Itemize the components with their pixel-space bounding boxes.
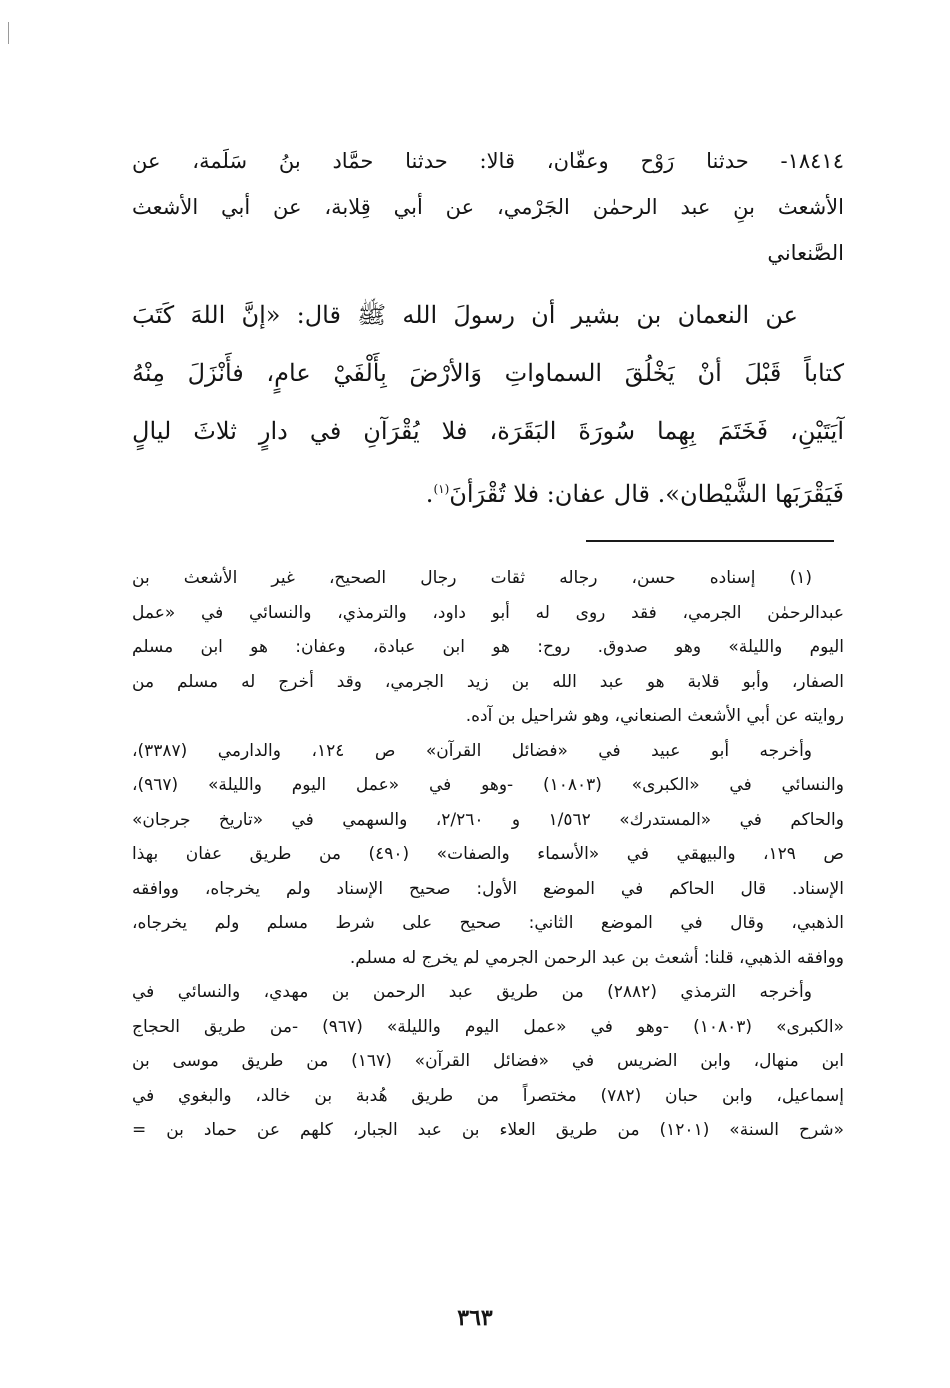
footnote-line: (١) إسناده حسن، رجاله ثقات رجال الصحيح، غير الأشعث بن [132,568,812,588]
footnote-line: «شرح السنة» (١٢٠١) من طريق العلاء بن عبد الجبار، كلهم عن حماد بن = [132,1120,844,1140]
footnote-line: الإسناد. قال الحاكم في الموضع الأول: صحيح الإسناد ولم يخرجاه، ووافقه [132,878,844,899]
matn-text [132,286,844,523]
matn-line-text: فَيَقْرَبَها الشَّيْطان». قال عفان: فلا تُقْرَأنَ [449,480,844,508]
matn-line: آيَتَيْنِ، فَخَتَمَ بِهِما سُورَةَ البَقَرَة، فلا يُقْرَآنِ في دارٍ ثلاثَ ليالٍ [132,417,844,445]
matn-line [132,460,844,523]
footnote-line: والنسائي في «الكبرى» (١٠٨٠٣) -وهو في «عمل اليوم والليلة» (٩٦٧)، [132,775,844,795]
footnote-line: الصفار، وأبو قلابة هو عبد الله بن زيد الجرمي، وقد أخرج له مسلم من [132,671,844,692]
isnad-line: الصَّنعاني [767,241,844,265]
footnote-line: الذهبي، وقال في الموضع الثاني: صحيح على شرط مسلم ولم يخرجاه، [132,913,844,933]
isnad-line: الأشعث بنِ عبد الرحمٰن الجَرْمي، عن أبي قِلابة، عن أبي الأشعث [132,195,844,219]
footnote-line: ووافقه الذهبي، قلنا: أشعث بن عبد الرحمن الجرمي لم يخرج له مسلم. [349,947,844,968]
matn-line: عن النعمان بن بشير أن رسولَ الله ﷺ قال: «إنَّ اللهَ كَتَبَ [132,301,798,329]
footnote-line: اليوم والليلة» وهو صدوق. روح: هو ابن عبادة، وعفان: هو ابن مسلم [132,637,844,657]
footnote-line: إسماعيل، وابن حبان (٧٨٢) مختصراً من طريق هُدبة بن خالد، والبغوي في [132,1085,844,1106]
hadith-text [132,138,844,523]
footnote-line: ص ١٢٩، والبيهقي في «الأسماء والصفات» (٤٩٠) من طريق عفان بهذا [132,844,844,864]
footnote-line: روايته عن أبي الأشعث الصنعاني، وهو شراحيل بن آده. [465,706,844,726]
footnote-line: والحاكم في «المستدرك» ١/٥٦٢ و ٢/٢٦٠، والسهمي في «تاريخ جرجان» [132,809,844,830]
scan-edge-mark [8,22,9,44]
footnote-divider [586,540,834,542]
footnote-line: «الكبرى» (١٠٨٠٣) -وهو في «عمل اليوم والليلة» (٩٦٧) -من طريق الحجاج [132,1016,844,1037]
footnote-reference: (١) [433,482,450,496]
matn-end-mark: . [425,480,434,508]
isnad-chain [132,138,844,276]
footnote-line: وأخرجه أبو عبيد في «فضائل القرآن» ص ١٢٤، والدارمي (٣٣٨٧)، [132,740,813,761]
footnote-line: عبدالرحمٰن الجرمي، فقد روى له أبو داود، والترمذي، والنسائي في «عمل [132,602,844,623]
footnotes [132,561,844,1148]
footnote-line: وأخرجه الترمذي (٢٨٨٢) من طريق عبد الرحمن بن مهدي، والنسائي في [132,982,812,1002]
page-number: ٣٦٣ [457,1305,493,1331]
isnad-line: ١٨٤١٤- حدثنا رَوْح وعفّان، قالا: حدثنا حمَّاد بنُ سَلَمة، عن [132,149,844,173]
footnote-line: ابن منهال، وابن الضريس في «فضائل القرآن» (١٦٧) من طريق موسى بن [132,1051,844,1071]
matn-line: كتاباً قَبْلَ أنْ يَخْلُقَ السماواتِ وَالأرْضَ بِأَلْفَيْ عامٍ، فأَنْزَلَ مِنْهُ [132,359,844,387]
